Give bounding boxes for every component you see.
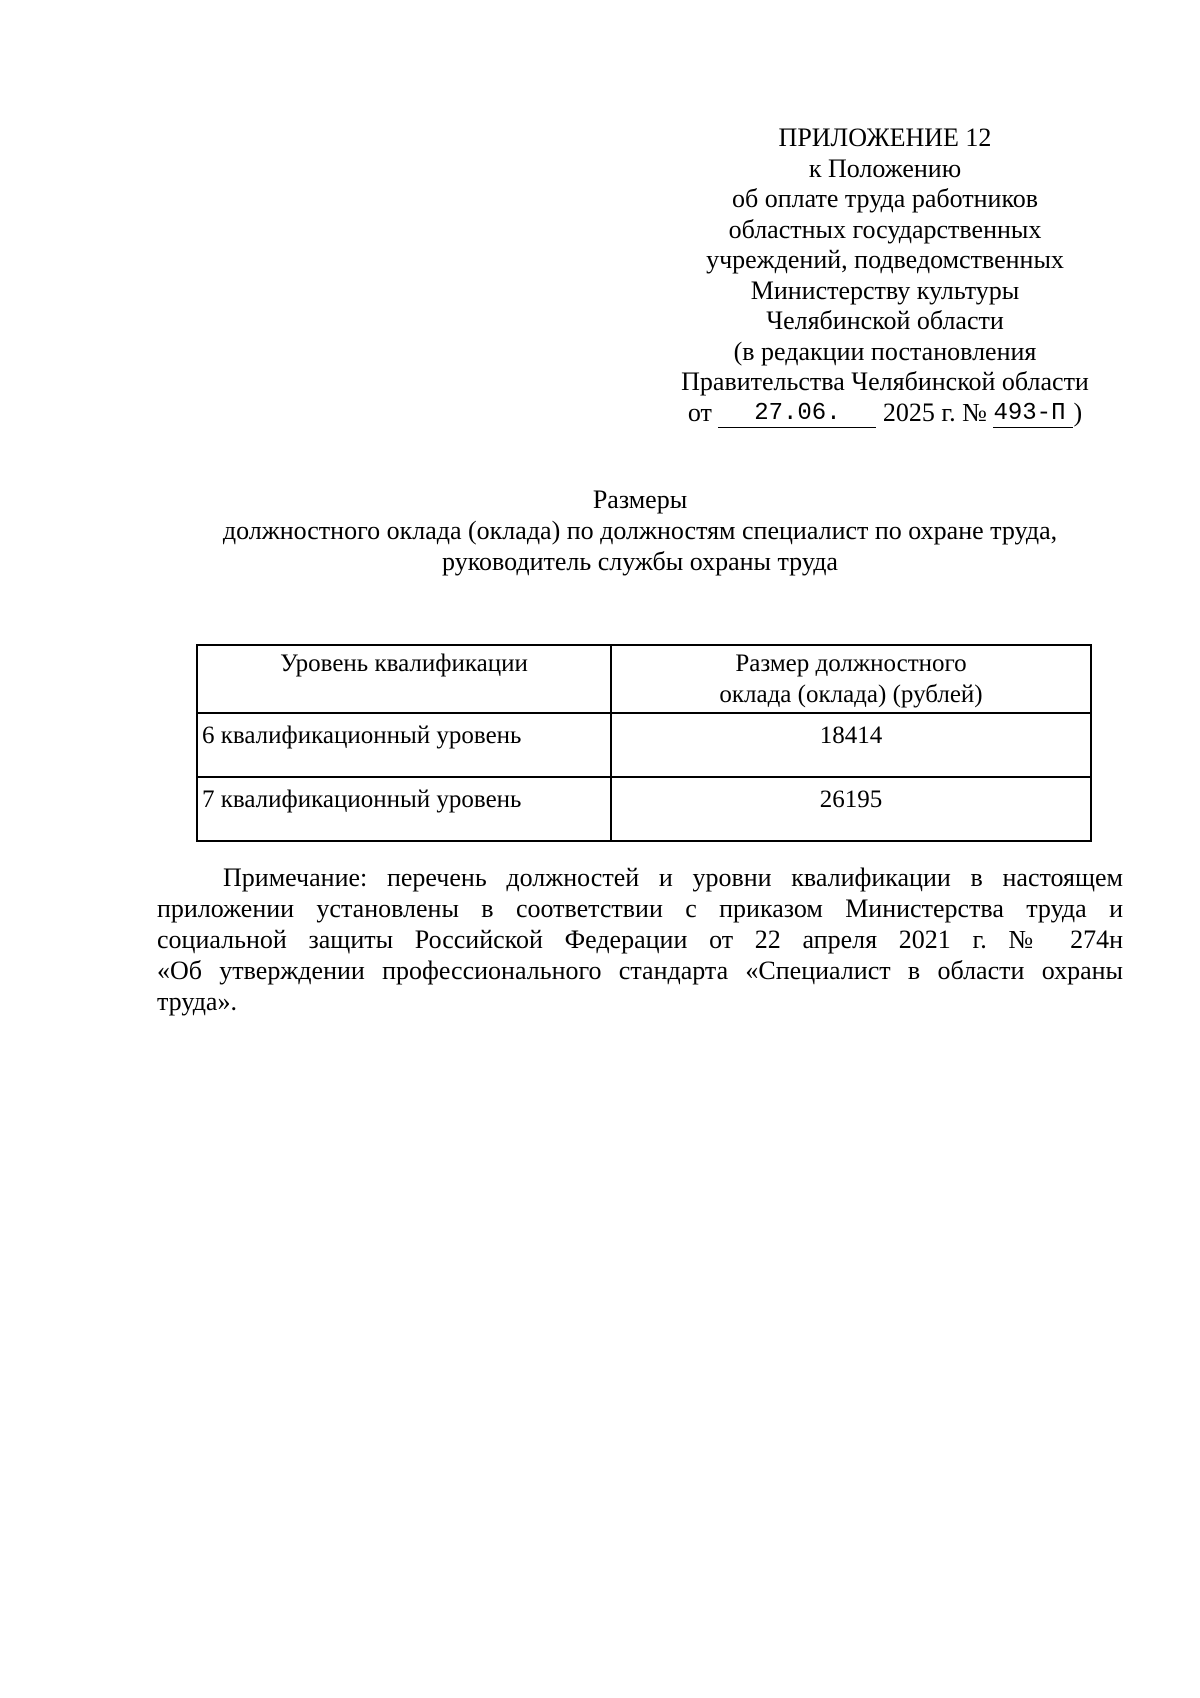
document-title (150, 484, 1130, 577)
table-header-row (197, 645, 1091, 713)
header-text: Размер должностного (735, 650, 967, 677)
header-qualification-level (197, 645, 611, 713)
resolution-date-line (650, 398, 1120, 429)
note-line: приложении установлены в соответствии с приказом Министерства труда и (157, 894, 1123, 923)
header-text: оклада (оклада) (рублей) (719, 681, 983, 708)
cell-amount: 26195 (611, 777, 1091, 841)
note-line: «Об утверждении профессионального стандарта «Специалист в области охраны (157, 956, 1123, 985)
appendix-line: (в редакции постановления (733, 336, 1037, 366)
appendix-line: учреждений, подведомственных (706, 245, 1064, 274)
appendix-line: областных государственных (728, 214, 1042, 244)
cell-amount: 18414 (611, 713, 1091, 777)
date-prefix: от (687, 397, 712, 427)
note-line: труда». (157, 987, 237, 1016)
cell-level: 6 квалификационный уровень (197, 713, 611, 777)
note-line: Примечание: перечень должностей и уровни квалификации в настоящем (223, 863, 1123, 892)
note-paragraph (157, 862, 1123, 1017)
appendix-line: Правительства Челябинской области (681, 367, 1089, 396)
year-text: 2025 г. № (882, 397, 987, 427)
resolution-date: 27.06. (718, 401, 876, 428)
appendix-line: Министерству культуры (750, 275, 1020, 305)
header-text: Уровень квалификации (280, 650, 528, 677)
resolution-number: 493-П (993, 401, 1073, 428)
table-row (197, 777, 1091, 841)
salary-table (196, 644, 1092, 842)
appendix-line: к Положению (808, 153, 962, 183)
header-salary-size (611, 645, 1091, 713)
title-line: руководитель службы охраны труда (442, 547, 838, 576)
appendix-title: ПРИЛОЖЕНИЕ 12 (778, 123, 992, 152)
title-line: должностного оклада (оклада) по должностям специалист по охране труда, (222, 516, 1058, 545)
appendix-header (650, 123, 1120, 428)
note-line: социальной защиты Российской Федерации от 22 апреля 2021 г. № 274н (157, 925, 1123, 954)
appendix-line: об оплате труда работников (731, 184, 1039, 213)
table-row (197, 713, 1091, 777)
appendix-line: Челябинской области (766, 306, 1004, 335)
title-line: Размеры (592, 485, 688, 514)
closing-paren: ) (1073, 397, 1083, 427)
cell-level: 7 квалификационный уровень (197, 777, 611, 841)
